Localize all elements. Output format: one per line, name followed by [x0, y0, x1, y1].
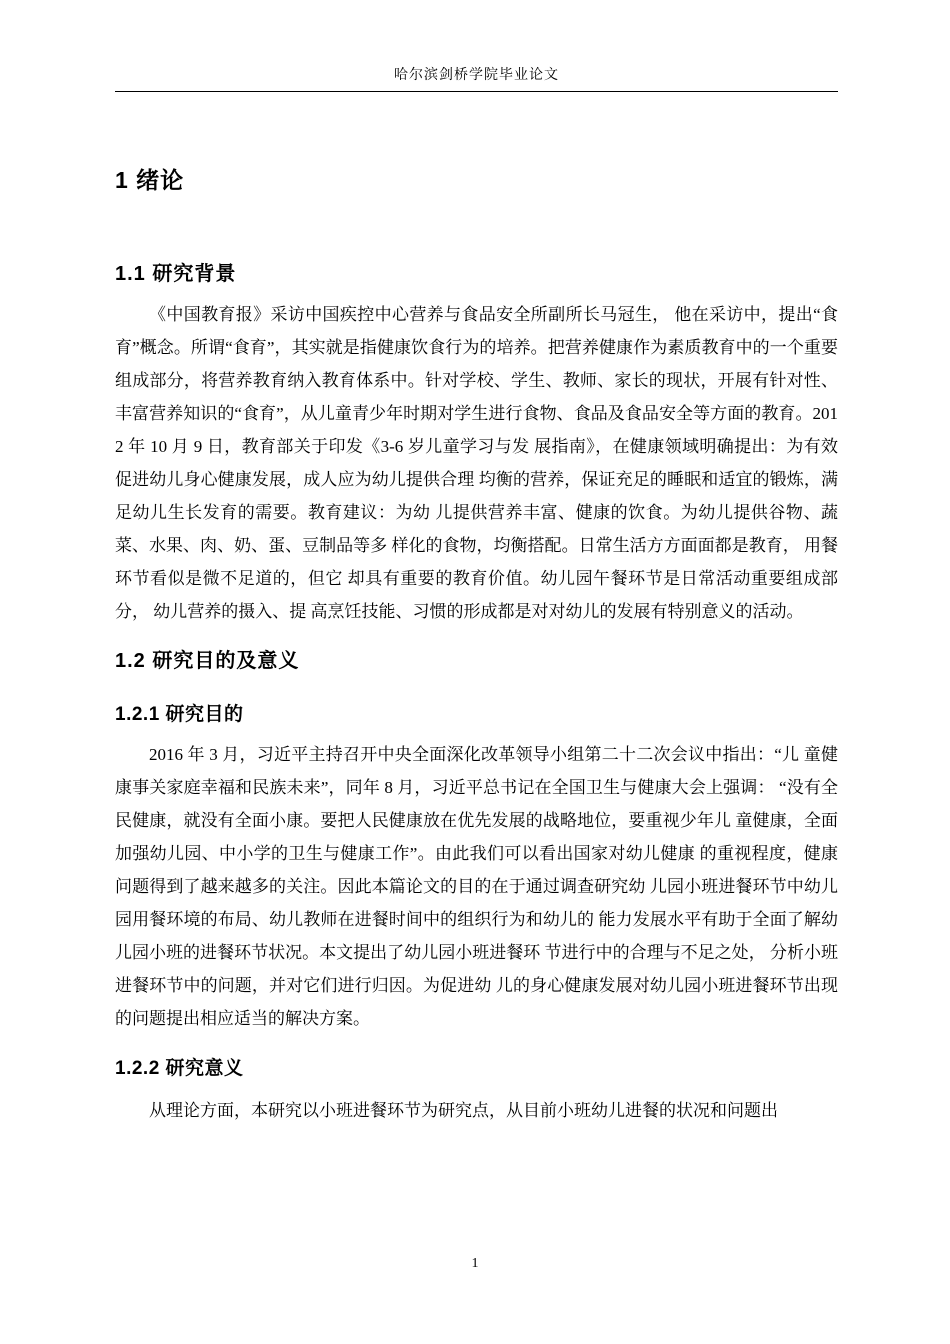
page-header [115, 64, 838, 92]
section-1-2-2-paragraph: 从理论方面，本研究以小班进餐环节为研究点，从目前小班幼儿进餐的状况和问题出 [149, 1101, 778, 1120]
section-1-1-paragraph: 《中国教育报》采访中国疾控中心营养与食品安全所副所长马冠生， 他在采访中，提出“食育”概念。所谓“食育”，其实就是指健康饮食行为的培养。把营养健康作为素质教育中的一个重要组成部分，将营养教育纳入教育体系中。针对学校、学生、教师、家长的现状，开展有针对性、丰富营养知识的“食育”，从儿童青少年时期对学生进行食物、食品及食品安全等方面的教育。2012 年 10 月 9 日，教育部关于印发《3-6 岁儿童学习与发 展指南》，在健康领域明确提出：为有效促进幼儿身心健康发展，成人应为幼儿提供合理 均衡的营养，保证充足的睡眠和适宜的锻炼，满足幼儿生长发育的需要。教育建议：为幼 儿提供营养丰富、健康的饮食。为幼儿提供谷物、蔬菜、水果、肉、奶、蛋、豆制品等多 样化的食物，均衡搭配。日常生活方方面面都是教育， 用餐环节看似是微不足道的，但它 却具有重要的教育价值。幼儿园午餐环节是日常活动重要组成部分， 幼儿营养的摄入、提 高烹饪技能、习惯的形成都是对对幼儿的发展有特别意义的活动。 [115, 305, 838, 621]
page-number: 1 [471, 1256, 479, 1271]
section-1-1-heading: 1.1 研究背景 [115, 263, 237, 285]
section-1-2-heading: 1.2 研究目的及意义 [115, 650, 300, 672]
section-1-2-2-heading: 1.2.2 研究意义 [115, 1058, 244, 1079]
page-footer [0, 1256, 950, 1272]
document-body [115, 162, 838, 1127]
section-1-2-1-heading: 1.2.1 研究目的 [115, 704, 244, 725]
header-title: 哈尔滨剑桥学院毕业论文 [394, 68, 559, 83]
section-1-2-1-paragraph: 2016 年 3 月，习近平主持召开中央全面深化改革领导小组第二十二次会议中指出：“儿 童健康事关家庭幸福和民族未来”，同年 8 月，习近平总书记在全国卫生与健康大会上强调： “没有全民健康，就没有全面小康。要把人民健康放在优先发展的战略地位，要重视少年儿 童健康，全面加强幼儿园、中小学的卫生与健康工作”。由此我们可以看出国家对幼儿健康 的重视程度，健康问题得到了越来越多的关注。因此本篇论文的目的在于通过调查研究幼 儿园小班进餐环节中幼儿园用餐环境的布局、幼儿教师在进餐时间中的组织行为和幼儿的 能力发展水平有助于全面了解幼儿园小班的进餐环节状况。本文提出了幼儿园小班进餐环 节进行中的合理与不足之处， 分析小班进餐环节中的问题，并对它们进行归因。为促进幼 儿的身心健康发展对幼儿园小班进餐环节出现的问题提出相应适当的解决方案。 [115, 745, 838, 1028]
chapter-heading: 1 绪论 [115, 167, 185, 193]
